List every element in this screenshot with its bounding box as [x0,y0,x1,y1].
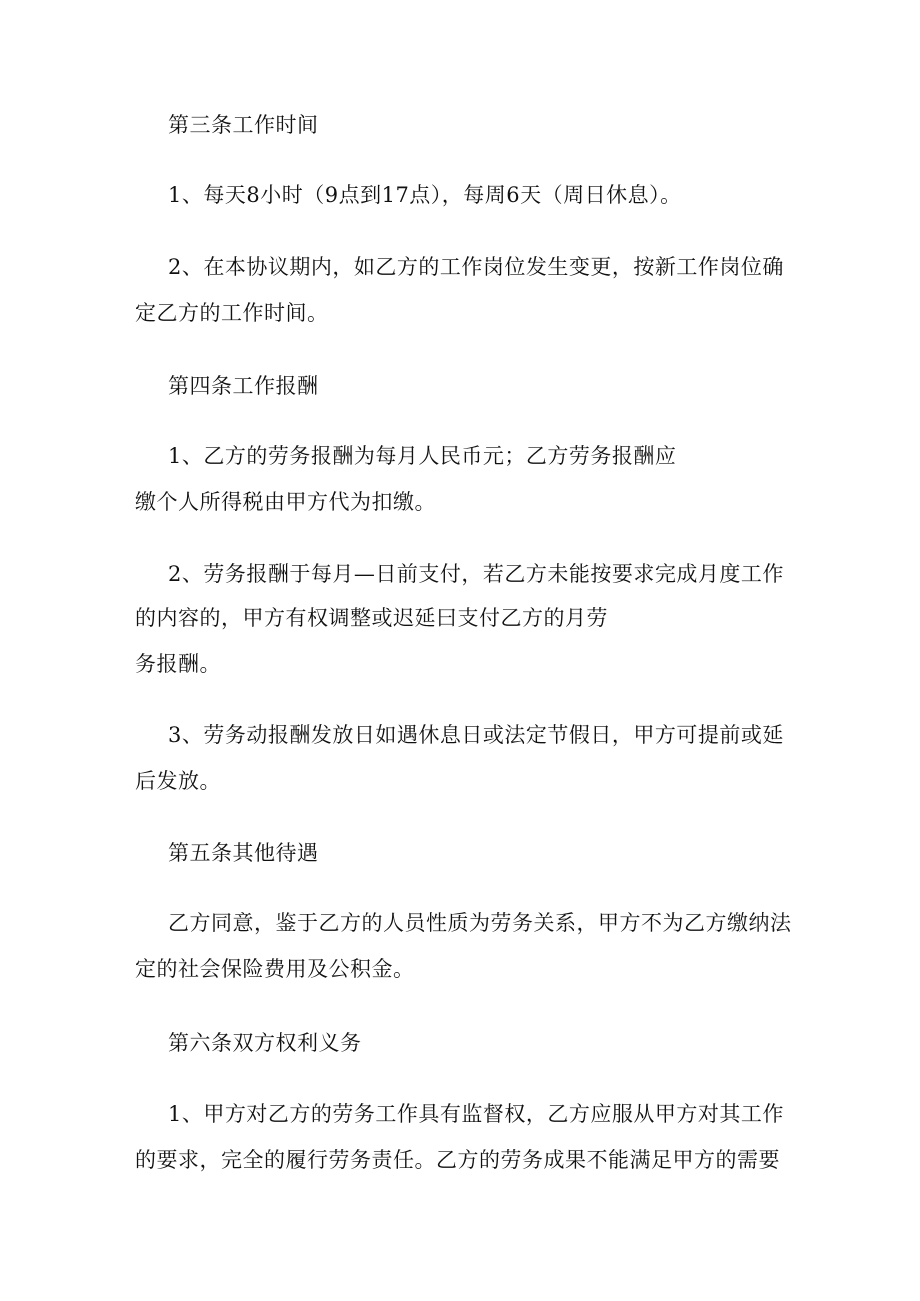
paragraph-line: 缴个人所得税由甲方代为扣缴。 [135,490,436,514]
heading-article-5: 第五条其他待遇 [168,841,319,865]
paragraph-line: 的要求，完全的履行劳务责任。乙方的劳务成果不能满足甲方的需要 [135,1148,780,1172]
heading-article-4: 第四条工作报酬 [168,374,319,398]
paragraph-line: 务报酬。 [135,652,221,676]
paragraph-line: 的内容的，甲方有权调整或迟延曰支付乙方的月劳 [135,606,608,630]
paragraph-line: 3、劳务动报酬发放日如遇休息日或法定节假日，甲方可提前或延 [168,723,784,747]
paragraph-line: 1、乙方的劳务报酬为每月人民币元；乙方劳务报酬应 [168,444,677,468]
paragraph-line: 2、在本协议期内，如乙方的工作岗位发生变更，按新工作岗位确 [168,255,784,279]
paragraph-line: 2、劳务报酬于每月—日前支付，若乙方未能按要求完成月度工作 [168,562,784,586]
paragraph-line: 1、甲方对乙方的劳务工作具有监督权，乙方应服从甲方对其工作 [168,1102,784,1126]
paragraph-line: 后发放。 [135,769,221,793]
paragraph-line: 乙方同意，鉴于乙方的人员性质为劳务关系，甲方不为乙方缴纳法 [168,911,792,935]
heading-article-6: 第六条双方权利义务 [168,1031,362,1055]
paragraph-line: 定的社会保险费用及公积金。 [135,957,415,981]
heading-article-3: 第三条工作时间 [168,113,319,137]
paragraph-line: 1、每天8小时（9点到17点），每周6天（周日休息）。 [168,183,682,207]
paragraph-line: 定乙方的工作时间。 [135,301,329,325]
